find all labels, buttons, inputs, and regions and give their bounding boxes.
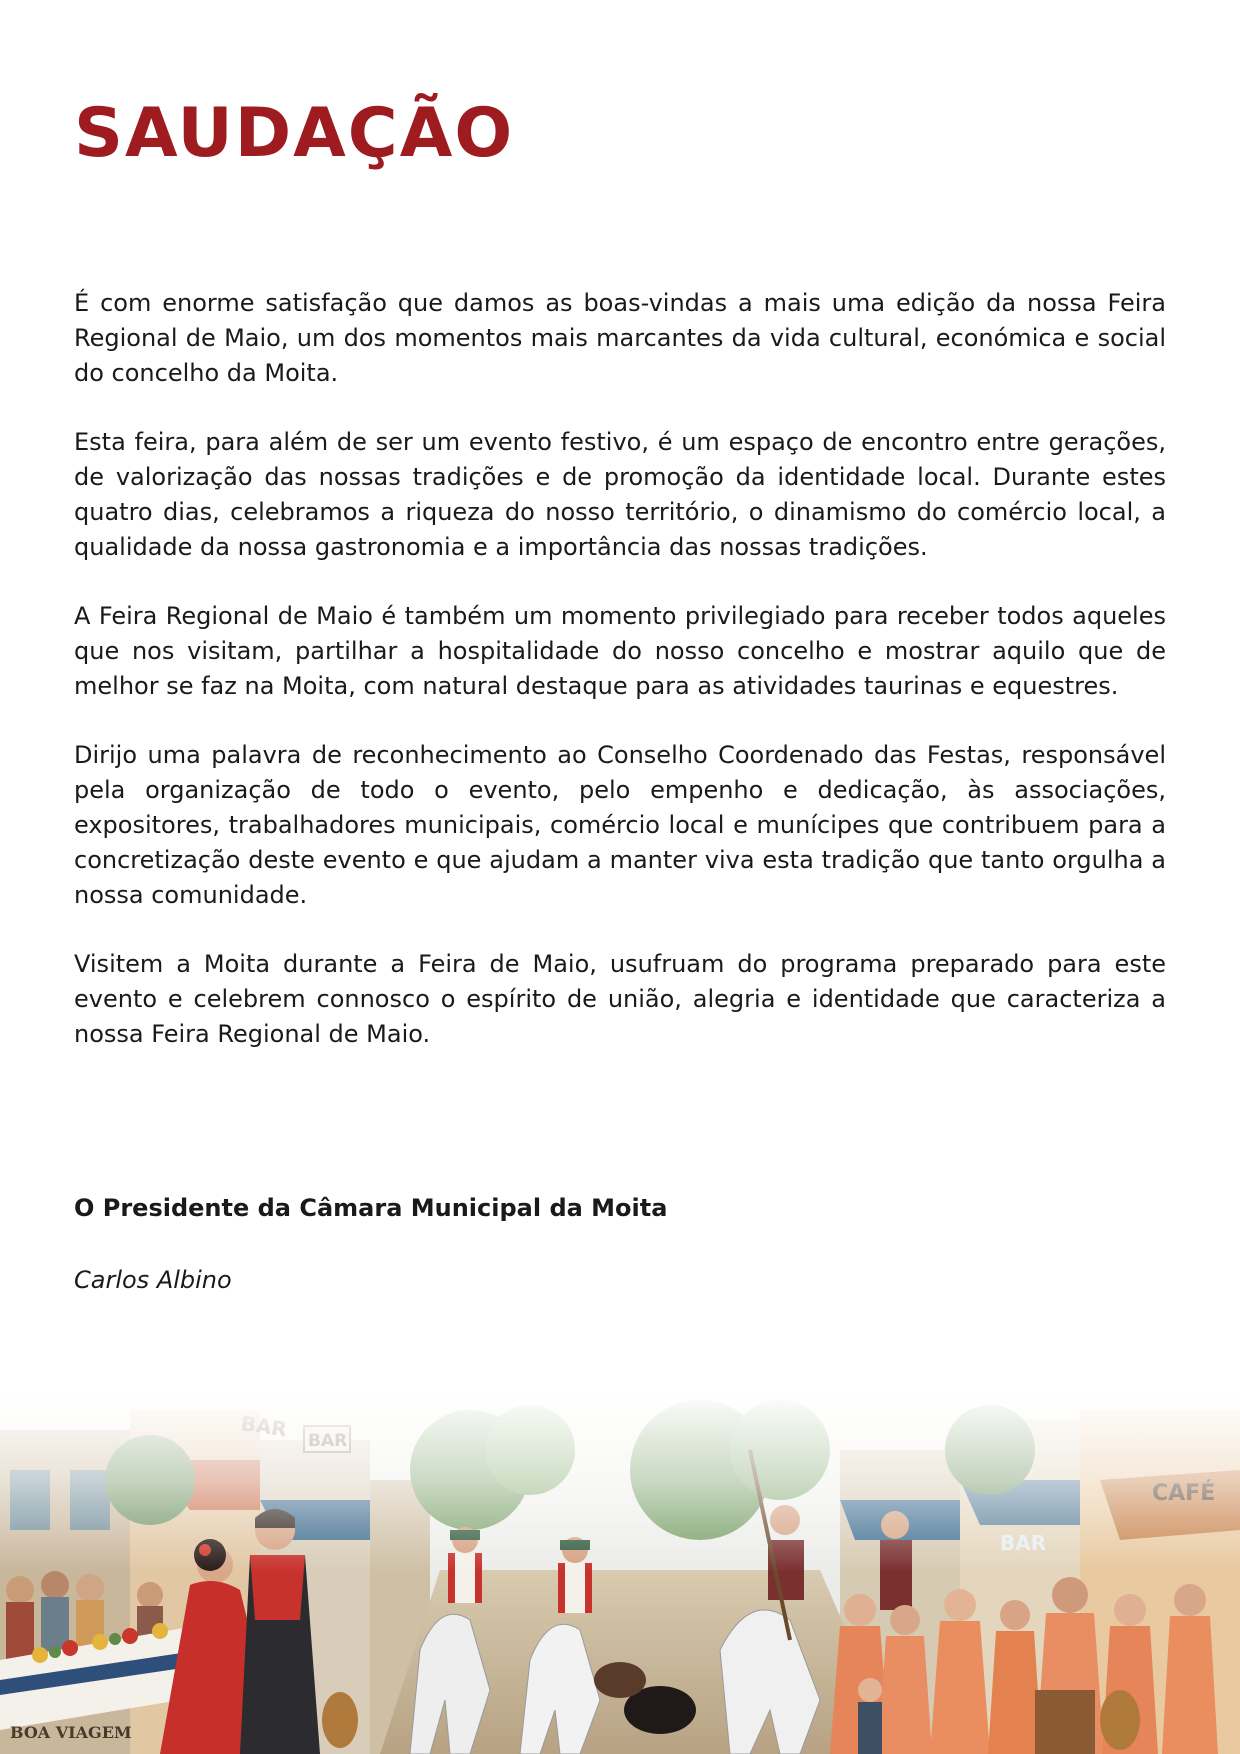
paragraph: A Feira Regional de Maio é também um momento privilegiado para receber todos aqueles que nos visitam, partilhar a hospitalidade do nosso concelho e mostrar aquilo que de melhor se faz na Moita, com natural destaque para as atividades taurinas e equestres. <box>74 602 1166 700</box>
festival-illustration <box>0 1390 1240 1754</box>
greeting-body <box>74 286 1166 1086</box>
paragraph: Visitem a Moita durante a Feira de Maio, usufruam do programa preparado para este evento e celebrem connosco o espírito de união, alegria e identidade que caracteriza a nossa Feira Regional de Maio. <box>74 950 1166 1048</box>
paragraph: É com enorme satisfação que damos as boas-vindas a mais uma edição da nossa Feira Regional de Maio, um dos momentos mais marcantes da vida cultural, económica e social do concelho da Moita. <box>74 289 1166 387</box>
signature-role: O Presidente da Câmara Municipal da Moita <box>74 1194 668 1222</box>
page-title: SAUDAÇÃO <box>74 94 515 173</box>
signature-name: Carlos Albino <box>74 1266 232 1294</box>
paragraph: Esta feira, para além de ser um evento festivo, é um espaço de encontro entre gerações, de valorização das nossas tradições e de promoção da identidade local. Durante estes quatro dias, celebramos a riqueza do nosso território, o dinamismo do comércio local, a qualidade da nossa gastronomia e a importância das nossas tradições. <box>74 428 1166 561</box>
paragraph: Dirijo uma palavra de reconhecimento ao Conselho Coordenado das Festas, responsável pela organização de todo o evento, pelo empenho e dedicação, às associações, expositores, trabalhadores municipais, comércio local e munícipes que contribuem para a concretização deste evento e que ajudam a manter viva esta tradição que tanto orgulha a nossa comunidade. <box>74 741 1166 909</box>
